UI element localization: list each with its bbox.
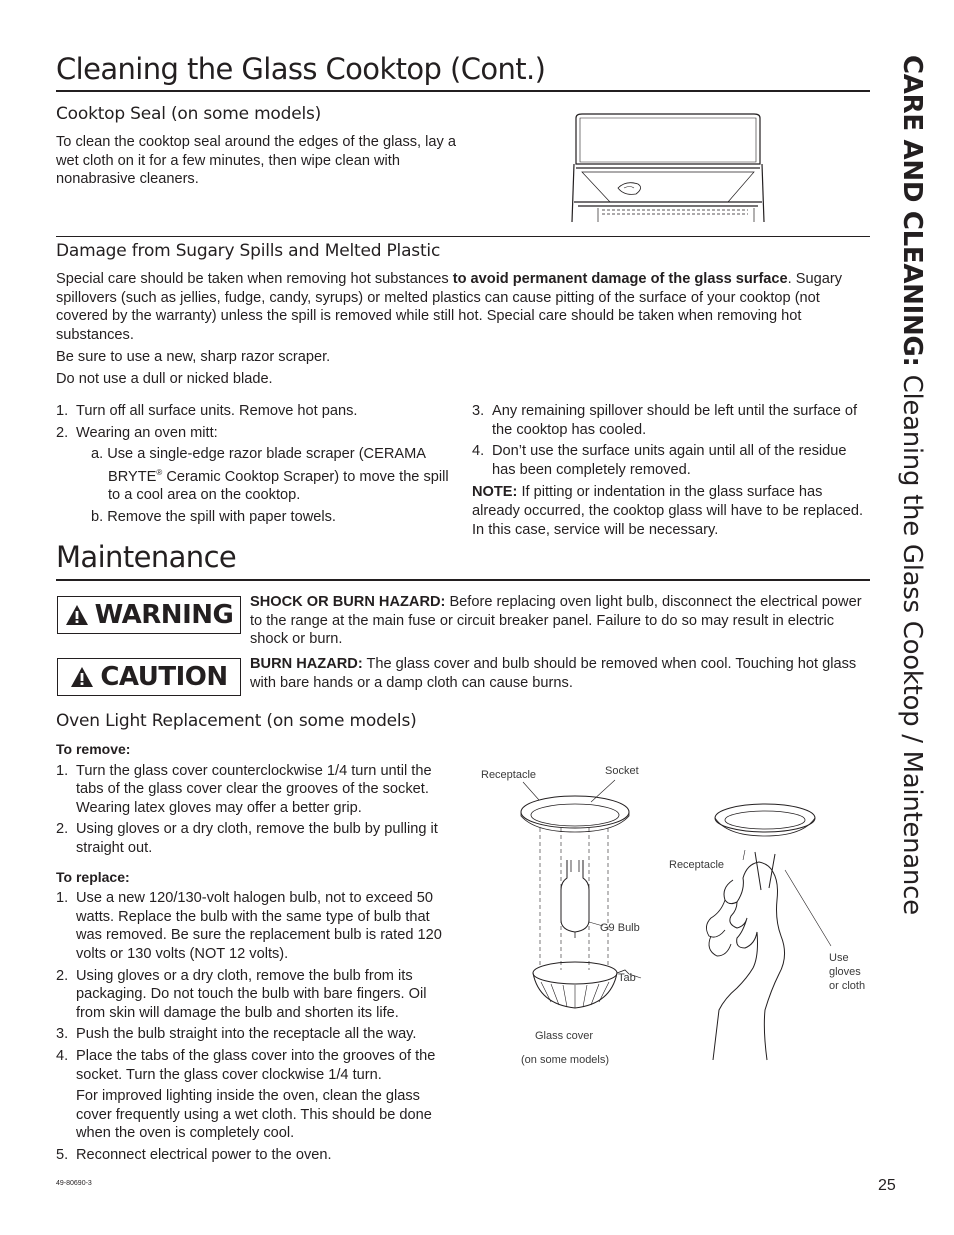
damage-razor-note: Be sure to use a new, sharp razor scraper. — [56, 349, 331, 365]
damage-text-bold: to avoid permanent damage of the glass surface — [452, 271, 788, 287]
list-item: 2. Using gloves or a dry cloth, remove the bulb from its packaging. Do not touch the bulb with bare fingers. Oil from skin will damage the bulb and shorten its life. — [56, 967, 427, 1021]
list-item: 5. Reconnect electrical power to the oven. — [56, 1146, 332, 1163]
oven-light-heading: Oven Light Replacement (on some models) — [56, 711, 417, 731]
list-item: 1. Turn the glass cover counterclockwise 1/4 turn until the tabs of the glass cover clear the grooves of the socket. Wearing latex gloves may offer a better grip. — [56, 762, 432, 816]
damage-steps-left — [56, 402, 456, 526]
list-item: 4. Place the tabs of the glass cover into the grooves of the socket. Turn the glass cover clockwise 1/4 turn. — [56, 1047, 436, 1083]
sub-step-b: b. Remove the spill with paper towels. — [91, 508, 336, 525]
replace-label: To replace: — [56, 868, 130, 885]
caution-text: BURN HAZARD: The glass cover and bulb should be removed when cool. Touching hot glass with bare hands or a damp cloth can cause burns. — [250, 656, 857, 691]
list-item: 3. Push the bulb straight into the receptacle all the way. — [56, 1026, 417, 1043]
caution-triangle-icon — [70, 666, 94, 688]
caution-label-box — [57, 658, 241, 696]
use-gloves-label: Use gloves or cloth — [829, 952, 866, 992]
damage-steps-right — [472, 402, 872, 539]
seal-heading: Cooktop Seal (on some models) — [56, 104, 322, 124]
page-title: Cleaning the Glass Cooktop (Cont.) — [56, 52, 546, 86]
cooktop-illustration — [568, 110, 768, 222]
socket-label: Socket — [605, 765, 639, 777]
list-item: 4. Don’t use the surface units again until all of the residue has been completely removed. — [472, 443, 847, 478]
remove-label: To remove: — [56, 741, 131, 757]
on-some-models-label: (on some models) — [521, 1054, 610, 1066]
doc-number: 49-80690-3 — [56, 1180, 92, 1187]
list-item: 1. Use a new 120/130-volt halogen bulb, not to exceed 50 watts. Replace the bulb with the same type of bulb that was removed. Be sure the replacement bulb is rated 120 volts or 130 volts (NOT 12 volts). — [56, 890, 442, 962]
damage-text-pre: Special care should be taken when removing hot substances — [56, 271, 453, 287]
glass-cover-label: Glass cover — [535, 1030, 594, 1042]
seal-text: To clean the cooktop seal around the edges of the glass, lay a wet cloth on it for a few minutes, then wipe clean with nonabrasive cleaners. — [56, 134, 456, 188]
list-item: 2. Using gloves or a dry cloth, remove the bulb by pulling it straight out. — [56, 821, 438, 856]
page-number: 25 — [878, 1177, 896, 1194]
maintenance-rule — [56, 579, 870, 581]
damage-text-post: . Sugary spillovers (such as jellies, fudge, candy, syrups) or melted plastics can cause pitting of the surface of your cooktop (not covered by the warranty) unless the spill is removed while still hot. Special care should be taken when removing hot substances. — [56, 271, 843, 343]
side-section-tab — [893, 55, 933, 975]
cleaning-tip: For improved lighting inside the oven, clean the glass cover frequently using a wet cloth. This should be done when the oven is completely cool. — [76, 1088, 432, 1142]
sub-step-a: a. Use a single-edge razor blade scraper (CERAMA BRYTE® Ceramic Cooktop Scraper) to move the spill to a cool area on the cooktop. — [91, 446, 449, 504]
caution-word: CAUTION — [100, 662, 228, 692]
section-rule — [56, 236, 870, 237]
receptacle-label-right: Receptacle — [669, 859, 725, 871]
oven-light-instructions — [56, 740, 452, 1167]
side-tab-bold: CARE AND CLEANING: — [897, 55, 927, 367]
damage-note: NOTE: If pitting or indentation in the glass surface has already occurred, the cooktop glass will have to be replaced. In this case, service will be necessary. — [472, 484, 864, 538]
list-item: 2. Wearing an oven mitt: — [56, 424, 218, 441]
g9-bulb-label: G9 Bulb — [600, 922, 640, 934]
warning-word: WARNING — [94, 600, 234, 630]
tab-label: Tab — [618, 972, 636, 984]
receptacle-label: Receptacle — [481, 769, 537, 781]
list-item: 3. Any remaining spillover should be left until the surface of the cooktop has cooled. — [472, 403, 858, 438]
damage-heading: Damage from Sugary Spills and Melted Plastic — [56, 241, 441, 261]
warning-triangle-icon — [65, 604, 89, 626]
bulb-replacement-diagram — [475, 760, 875, 1070]
list-item: 1. Turn off all surface units. Remove hot pans. — [56, 403, 358, 419]
damage-blade-note: Do not use a dull or nicked blade. — [56, 371, 273, 387]
damage-paragraph — [56, 270, 866, 344]
warning-label-box — [57, 596, 241, 634]
title-rule — [56, 90, 870, 92]
maintenance-heading: Maintenance — [56, 540, 237, 574]
side-tab-rest: Cleaning the Glass Cooktop / Maintenance — [897, 366, 927, 915]
warning-text: SHOCK OR BURN HAZARD: Before replacing oven light bulb, disconnect the electrical power to the range at the main fuse or circuit breaker panel. Failure to do so may result in electric shock or burn. — [250, 594, 862, 648]
